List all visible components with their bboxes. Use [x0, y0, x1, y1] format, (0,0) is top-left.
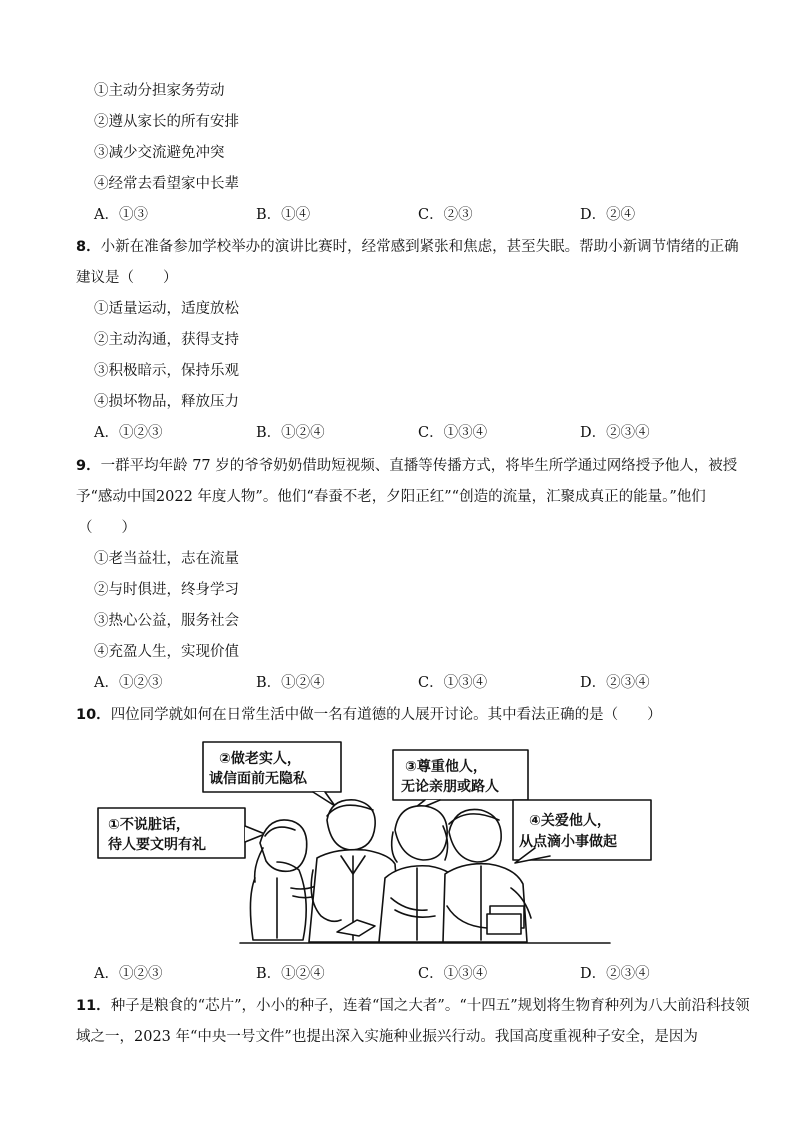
q11-stem-line-2: 域之一，2023 年“中央一号文件”也提出深入实施种业振兴行动。我国高度重视种子安全，是因为	[76, 1029, 698, 1045]
q8-statement-1: ①适量运动，适度放松	[94, 301, 239, 317]
q9-choices	[0, 673, 794, 693]
q9-number: 9．	[76, 458, 101, 474]
q10-illustration	[95, 738, 655, 953]
q9-choice-b[interactable]: B．①②④	[256, 675, 325, 691]
q9-statement-4: ④充盈人生，实现价值	[94, 644, 239, 660]
q7-statement-1: ①主动分担家务劳动	[94, 83, 225, 99]
bubble-1-line-2: 待人要文明有礼	[108, 837, 206, 853]
q9-stem-text: 一群平均年龄 77 岁的爷爷奶奶借助短视频、直播等传播方式，将毕生所学通过网络授予他人，被授	[100, 458, 738, 474]
q8-choice-d[interactable]: D．②③④	[580, 425, 650, 441]
q7-statement-4: ④经常去看望家中长辈	[94, 176, 239, 192]
bubble-3-line-1: ③尊重他人，	[405, 759, 487, 775]
q9-statement-1: ①老当益壮，志在流量	[94, 551, 239, 567]
bubble-2-line-2: 诚信面前无隐私	[209, 771, 307, 787]
q10-choice-b[interactable]: B．①②④	[256, 966, 325, 982]
q9-choice-a[interactable]: A．①②③	[94, 675, 163, 691]
q8-number: 8．	[76, 239, 101, 255]
bubble-2-line-1: ②做老实人，	[219, 751, 301, 767]
q8-statement-4: ④损坏物品，释放压力	[94, 394, 239, 410]
bubble-4-line-1: ④关爱他人，	[529, 813, 611, 829]
q10-number: 10．	[76, 707, 111, 723]
q10-choice-a[interactable]: A．①②③	[94, 966, 163, 982]
q8-stem-line-1	[76, 237, 739, 257]
q8-choice-b[interactable]: B．①②④	[256, 425, 325, 441]
q8-stem-text: 小新在准备参加学校举办的演讲比赛时，经常感到紧张和焦虑，甚至失眠。帮助小新调节情绪的正确	[100, 239, 739, 255]
bubble-1-line-1: ①不说脏话，	[108, 817, 190, 833]
q9-stem-line-3: （ ）	[78, 520, 136, 536]
q7-choice-d[interactable]: D．②④	[580, 207, 636, 223]
q9-stem-line-2: 予“感动中国2022 年度人物”。他们“春蚕不老，夕阳正红”“创造的流量，汇聚成真正的能量。”他们	[76, 489, 706, 505]
q7-statement-3: ③减少交流避免冲突	[94, 145, 225, 161]
q9-statement-3: ③热心公益，服务社会	[94, 613, 239, 629]
q10-stem	[76, 705, 662, 725]
q10-choices	[0, 964, 794, 984]
q8-statement-3: ③积极暗示，保持乐观	[94, 363, 239, 379]
q7-choices	[0, 205, 794, 225]
q9-choice-d[interactable]: D．②③④	[580, 675, 650, 691]
q10-choice-c[interactable]: C．①③④	[418, 966, 488, 982]
q11-stem-line-1	[76, 996, 750, 1016]
q8-statement-2: ②主动沟通，获得支持	[94, 332, 239, 348]
q7-statement-2: ②遵从家长的所有安排	[94, 114, 239, 130]
bubble-3-line-2: 无论亲朋或路人	[401, 779, 499, 795]
q9-statement-2: ②与时俱进，终身学习	[94, 582, 239, 598]
q8-choice-a[interactable]: A．①②③	[94, 425, 163, 441]
q10-stem-text: 四位同学就如何在日常生活中做一名有道德的人展开讨论。其中看法正确的是（ ）	[110, 707, 662, 723]
q7-choice-c[interactable]: C．②③	[418, 207, 473, 223]
q9-choice-c[interactable]: C．①③④	[418, 675, 488, 691]
q7-choice-b[interactable]: B．①④	[256, 207, 311, 223]
q11-stem-text: 种子是粮食的“芯片”，小小的种子，连着“国之大者”。“十四五”规划将生物育种列为八大前沿科技领	[110, 998, 750, 1014]
q7-choice-a[interactable]: A．①③	[94, 207, 148, 223]
q8-stem-line-2: 建议是（ ）	[76, 270, 178, 286]
q10-choice-d[interactable]: D．②③④	[580, 966, 650, 982]
bubble-4-line-2: 从点滴小事做起	[519, 834, 617, 850]
bubble-4	[513, 800, 651, 863]
q11-number: 11．	[76, 998, 111, 1014]
q8-choices	[0, 423, 794, 443]
q8-choice-c[interactable]: C．①③④	[418, 425, 488, 441]
q9-stem-line-1	[76, 456, 737, 476]
